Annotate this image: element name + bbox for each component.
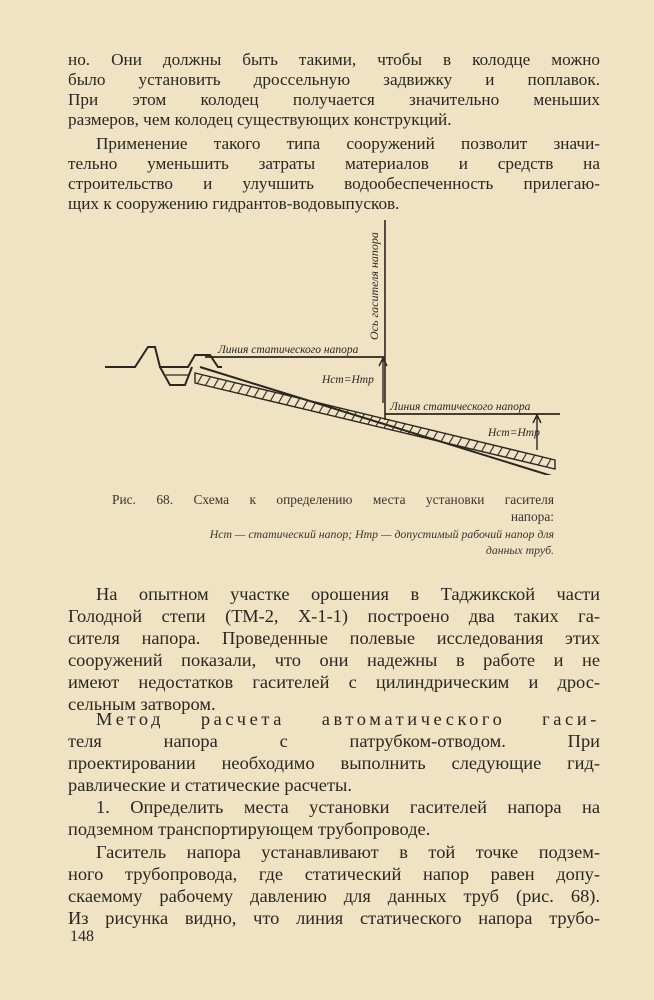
text-line: сителя напора. Проведенные полевые исследования этих — [68, 628, 600, 648]
figure-legend — [112, 526, 554, 558]
method-heading-line: Метод расчета автоматического гаси- — [96, 709, 600, 729]
method-heading-line: теля напора с патрубком-отводом. При — [68, 731, 600, 751]
text-line: Гаситель напора устанавливают в той точке подзем- — [96, 842, 600, 862]
text-line: Из рисунка видно, что линия статического напора трубо- — [68, 908, 600, 928]
legend-line: данных труб. — [485, 543, 554, 557]
ground-line — [105, 347, 222, 367]
text-line: Применение такого типа сооружений позволит значи- — [96, 134, 600, 153]
text-line: равлические и статические расчеты. — [68, 775, 352, 795]
caption-line: Рис. 68. Схема к определению места установки гасителя — [112, 492, 554, 507]
head-label-1: Hст=Hтр — [322, 374, 374, 386]
text-line: было установить дроссельную задвижку и поплавок. — [68, 70, 600, 89]
text-line: подземном транспортирующем трубопроводе. — [68, 819, 431, 839]
text-line: строительство и улучшить водообеспеченность прилегаю- — [68, 174, 600, 193]
caption-line: напора: — [510, 509, 554, 524]
text-line: тельно уменьшить затраты материалов и средств на — [68, 154, 600, 173]
page-number: 148 — [70, 928, 94, 945]
text-line: ного трубопровода, где статический напор равен допу- — [68, 864, 600, 884]
text-line: проектировании необходимо выполнить следующие гид- — [68, 753, 600, 773]
text-line: размеров, чем колодец существующих конструкций. — [68, 110, 452, 129]
text-line: сельным затвором. — [68, 694, 216, 714]
text-line: имеют недостатков гасителей с цилиндрическим и дрос- — [68, 672, 600, 692]
legend-line: Hст — статический напор; Hтр — допустимый рабочий напор для — [209, 527, 554, 541]
text-line: При этом колодец получается значительно меньших — [68, 90, 600, 109]
figure-caption — [112, 491, 554, 525]
canal — [160, 367, 192, 385]
text-line: сооружений показали, что они надежны в работе и не — [68, 650, 600, 670]
text-line: Голодной степи (ТМ-2, Х-1-1) построено два таких га- — [68, 606, 600, 626]
head-label-2: Hст=Hтр — [488, 427, 540, 439]
static-line-label-2: Линия статического напора — [390, 401, 531, 413]
axis-label: Ось гасителя напора — [367, 232, 381, 340]
text-line: 1. Определить места установки гасителей напора на — [96, 797, 600, 817]
figure-68-diagram — [100, 215, 570, 475]
static-line-label-1: Линия статического напора — [218, 344, 359, 356]
text-line: но. Они должны быть такими, чтобы в колодце можно — [68, 50, 600, 69]
text-line: На опытном участке орошения в Таджикской части — [96, 584, 600, 604]
pipeline — [195, 373, 555, 469]
text-line: щих к сооружению гидрантов-водовыпусков. — [68, 194, 400, 213]
text-line: скаемому рабочему давлению для данных труб (рис. 68). — [68, 886, 600, 906]
